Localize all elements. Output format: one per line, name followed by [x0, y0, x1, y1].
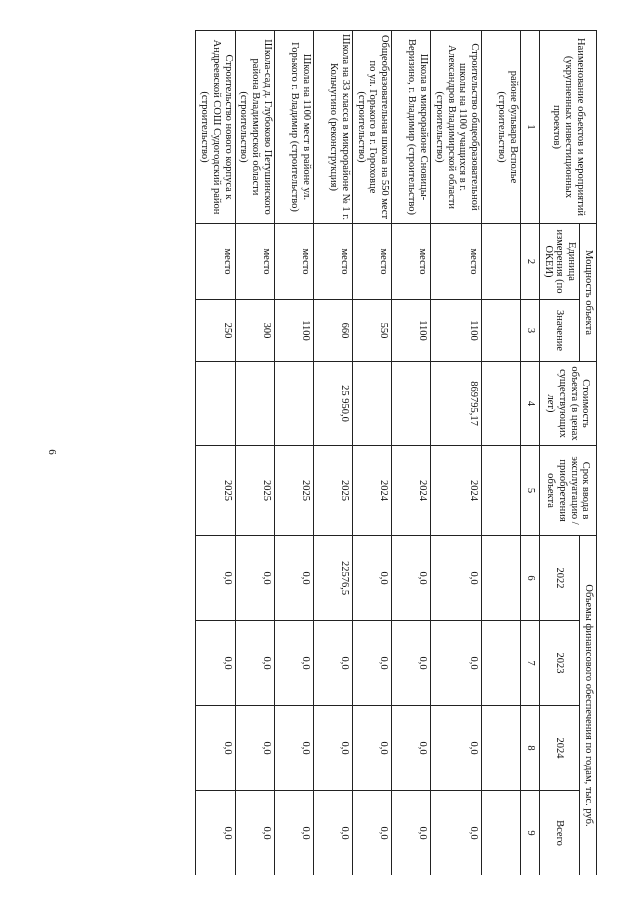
unit-cell: место	[196, 224, 235, 300]
y2023-cell	[482, 621, 521, 706]
unit-cell: место	[353, 224, 392, 300]
value-cell: 1100	[431, 300, 482, 362]
total-cell: 0,0	[431, 791, 482, 876]
header-funding: Объемы финансового обеспечения по годам, тыс. руб.	[580, 536, 597, 876]
deadline-cell	[482, 446, 521, 536]
cost-cell	[235, 362, 274, 446]
deadline-cell: 2024	[431, 446, 482, 536]
table-container	[100, 30, 597, 875]
y2022-cell: 0,0	[353, 536, 392, 621]
value-cell: 250	[196, 300, 235, 362]
total-cell: 0,0	[235, 791, 274, 876]
y2022-cell: 0,0	[235, 536, 274, 621]
y2022-cell: 22576,5	[314, 536, 353, 621]
y2022-cell	[482, 536, 521, 621]
table-row	[431, 31, 482, 876]
object-name: Общеобразовательная школа на 550 мест по ул. Горького в г. Гороховце (строительство)	[353, 31, 392, 224]
cost-cell	[353, 362, 392, 446]
y2022-cell: 0,0	[392, 536, 431, 621]
object-name: Школа на 1100 мест в районе ул. Горького г. Владимир (строительство)	[275, 31, 314, 224]
unit-cell: место	[275, 224, 314, 300]
object-name: Строительство общеобразовательной школы на 1100 учащихся в г. Александров Владимирской области (строительство)	[431, 31, 482, 224]
cost-cell	[392, 362, 431, 446]
column-number: 6	[521, 536, 540, 621]
column-number: 9	[521, 791, 540, 876]
column-number: 2	[521, 224, 540, 300]
y2024-cell: 0,0	[196, 706, 235, 791]
header-name: Наименование объектов и мероприятий (укрупненных инвестиционных проектов)	[540, 31, 597, 224]
table-row	[196, 31, 235, 876]
y2024-cell: 0,0	[275, 706, 314, 791]
y2023-cell: 0,0	[392, 621, 431, 706]
y2023-cell: 0,0	[314, 621, 353, 706]
investment-projects-table	[196, 30, 598, 875]
y2024-cell	[482, 706, 521, 791]
y2023-cell: 0,0	[431, 621, 482, 706]
header-year-2024: 2024	[540, 706, 580, 791]
y2024-cell: 0,0	[235, 706, 274, 791]
value-cell: 1100	[392, 300, 431, 362]
table-row	[314, 31, 353, 876]
cost-cell: 869795,17	[431, 362, 482, 446]
table-row	[482, 31, 521, 876]
total-cell	[482, 791, 521, 876]
unit-cell: место	[392, 224, 431, 300]
value-cell: 660	[314, 300, 353, 362]
y2023-cell: 0,0	[275, 621, 314, 706]
table-row	[235, 31, 274, 876]
y2023-cell: 0,0	[353, 621, 392, 706]
unit-cell: место	[314, 224, 353, 300]
deadline-cell: 2025	[314, 446, 353, 536]
cost-cell	[275, 362, 314, 446]
rotated-page	[100, 30, 597, 875]
y2022-cell: 0,0	[431, 536, 482, 621]
unit-cell: место	[431, 224, 482, 300]
deadline-cell: 2025	[275, 446, 314, 536]
unit-cell: место	[235, 224, 274, 300]
header-year-2022: 2022	[540, 536, 580, 621]
y2022-cell: 0,0	[196, 536, 235, 621]
table-row	[275, 31, 314, 876]
y2024-cell: 0,0	[353, 706, 392, 791]
y2024-cell: 0,0	[431, 706, 482, 791]
header-unit: Единица измерения (по ОКЕИ)	[540, 224, 580, 300]
unit-cell	[482, 224, 521, 300]
y2023-cell: 0,0	[196, 621, 235, 706]
header-value: Значение	[540, 300, 580, 362]
deadline-cell: 2025	[196, 446, 235, 536]
cost-cell	[196, 362, 235, 446]
total-cell: 0,0	[314, 791, 353, 876]
column-number: 5	[521, 446, 540, 536]
column-number: 1	[521, 31, 540, 224]
header-cost: Стоимость объекта (в ценах существующих лет)	[540, 362, 597, 446]
y2024-cell: 0,0	[392, 706, 431, 791]
value-cell: 300	[235, 300, 274, 362]
object-name: Школа в микрорайоне Сновицы-Веризино, г. Владимир (строительство)	[392, 31, 431, 224]
header-year-2023: 2023	[540, 621, 580, 706]
deadline-cell: 2025	[235, 446, 274, 536]
y2024-cell: 0,0	[314, 706, 353, 791]
total-cell: 0,0	[275, 791, 314, 876]
deadline-cell: 2024	[353, 446, 392, 536]
table-row	[392, 31, 431, 876]
total-cell: 0,0	[353, 791, 392, 876]
column-number: 4	[521, 362, 540, 446]
cost-cell: 25 950,0	[314, 362, 353, 446]
total-cell: 0,0	[196, 791, 235, 876]
column-number: 8	[521, 706, 540, 791]
column-numbers-row	[521, 31, 540, 876]
object-name: Школа на 33 класса в микрорайоне № 1 г. Кольчугино (реконструкция)	[314, 31, 353, 224]
value-cell: 550	[353, 300, 392, 362]
cost-cell	[482, 362, 521, 446]
object-name: районе бульвара Всполье (строительство)	[482, 31, 521, 224]
column-number: 7	[521, 621, 540, 706]
page-number: 6	[46, 449, 58, 455]
value-cell	[482, 300, 521, 362]
y2022-cell: 0,0	[275, 536, 314, 621]
header-capacity: Мощность объекта	[580, 224, 597, 362]
table-row	[353, 31, 392, 876]
value-cell: 1100	[275, 300, 314, 362]
header-deadline: Срок ввода в эксплуатацию / приобретения объекта	[540, 446, 597, 536]
header-total: Всего	[540, 791, 580, 876]
y2023-cell: 0,0	[235, 621, 274, 706]
deadline-cell: 2024	[392, 446, 431, 536]
object-name: Строительство нового корпуса к Андреевской СОШ Судогодский район (строительство)	[196, 31, 235, 224]
object-name: Школа-сад д. Глубоково Петушинского района Владимирской области (строительство)	[235, 31, 274, 224]
column-number: 3	[521, 300, 540, 362]
total-cell: 0,0	[392, 791, 431, 876]
